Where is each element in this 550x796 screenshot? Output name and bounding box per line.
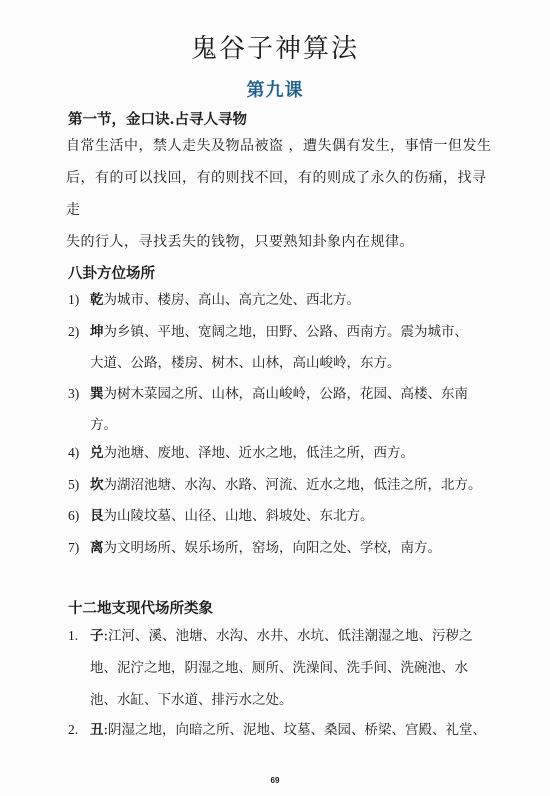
item-number: 4) — [68, 445, 80, 460]
item-continuation: 大道、公路，楼房、树木、山林，高山峻岭，东方。 — [90, 355, 401, 371]
item-key: 坤 — [90, 324, 104, 340]
page-number: 69 — [270, 776, 280, 785]
item-number: 1. — [68, 628, 79, 643]
trigram-item — [68, 378, 488, 441]
item-number: 7) — [68, 540, 80, 555]
item-number: 6) — [68, 508, 80, 523]
item-key: 兑 — [90, 445, 104, 461]
lesson-heading: 第九课 — [246, 80, 304, 101]
trigram-item — [68, 316, 488, 379]
section-heading-1: 第一节，金口诀.占寻人寻物 — [68, 111, 248, 128]
book-title: 鬼谷子神算法 — [190, 34, 359, 64]
item-key: 巽 — [90, 386, 104, 402]
item-text: 为山陵坟墓、山径、山地、斜坡处、东北方。 — [103, 508, 374, 524]
item-text: 为池塘、废地、泽地、近水之地，低洼之所，西方。 — [103, 445, 414, 461]
branch-item — [68, 714, 488, 746]
item-text: :江河、溪、池塘、水沟、水井、水坑、低洼潮湿之地、污秽之 — [103, 628, 473, 644]
item-key: 离 — [90, 540, 104, 556]
trigram-item — [68, 500, 488, 532]
item-text: 为湖沼池塘、水沟、水路、河流、近水之地，低洼之所，北方。 — [103, 477, 482, 493]
item-continuation: 地、泥泞之地，阴湿之地、厕所、洗澡间、洗手间、洗碗池、水 — [90, 660, 468, 676]
item-continuation: 方。 — [90, 417, 117, 433]
item-number: 5) — [68, 477, 80, 492]
item-key: 艮 — [90, 508, 104, 524]
item-key: 乾 — [90, 292, 104, 308]
section-heading-2: 八卦方位场所 — [68, 265, 155, 282]
item-key: 丑 — [90, 722, 104, 738]
trigram-item — [68, 532, 488, 564]
item-text: 为树木菜园之所、山林，高山峻岭，公路，花园、高楼、东南 — [103, 386, 468, 402]
item-text: 为城市、楼房、高山、高亢之处、西北方。 — [103, 292, 360, 308]
item-text: :阴湿之地，向暗之所、泥地、坟墓、桑园、桥梁、宫殿、礼堂、 — [103, 722, 487, 738]
item-continuation: 池、水缸、下水道、排污水之处。 — [90, 692, 293, 708]
item-text: 为文明场所、娱乐场所，窑场，向阳之处、学校，南方。 — [103, 540, 441, 556]
item-number: 3) — [68, 386, 80, 401]
trigram-item — [68, 437, 488, 469]
branch-item — [68, 620, 488, 716]
trigram-item — [68, 284, 488, 316]
section-heading-3: 十二地支现代场所类象 — [68, 600, 213, 617]
item-number: 2. — [68, 722, 79, 737]
trigram-item — [68, 469, 488, 501]
item-text: 为乡镇、平地、宽阔之地，田野、公路、西南方。震为城市、 — [103, 324, 468, 340]
intro-paragraph — [66, 130, 496, 258]
item-key: 坎 — [90, 477, 104, 493]
paragraph-line: 失的行人，寻找丢失的钱物，只要熟知卦象内在规律。 — [66, 234, 414, 250]
item-number: 1) — [68, 292, 80, 307]
item-key: 子 — [90, 628, 104, 644]
paragraph-line: 自常生活中，禁人走失及物品被盗 ，遭失偶有发生，事情一但发生 — [66, 138, 492, 154]
paragraph-line: 后，有的可以找回，有的则找不回，有的则成了永久的伤痛，找寻走 — [66, 170, 487, 218]
item-number: 2) — [68, 324, 80, 339]
